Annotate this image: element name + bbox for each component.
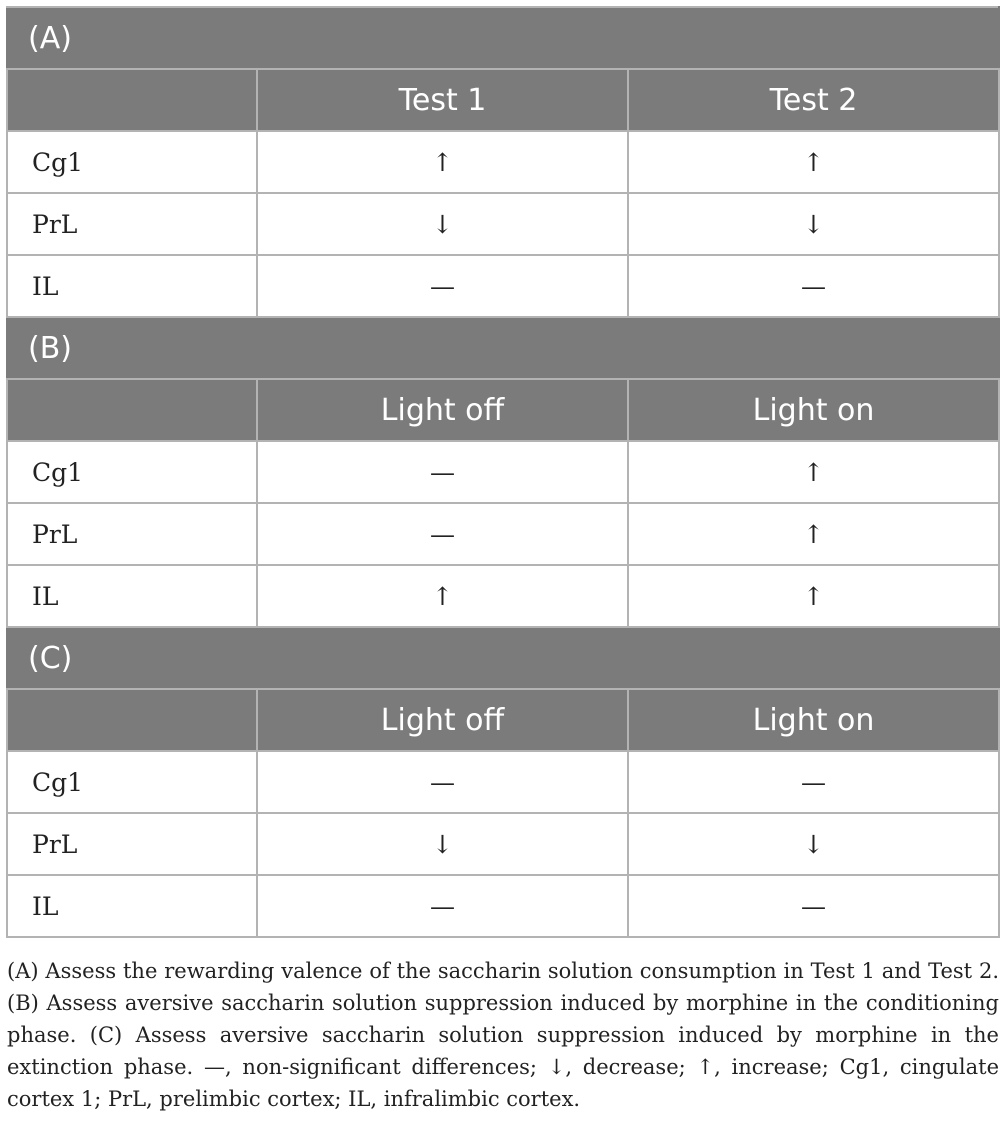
result-cell: ↑ xyxy=(628,503,999,565)
section-label: (C) xyxy=(7,627,999,689)
result-cell: — xyxy=(257,751,628,813)
table-footnote: (A) Assess the rewarding valence of the saccharin solution consumption in Test 1 and Test 2. (B) Assess aversive saccharin solution suppression induced by morphine in the conditioning phase. (C) Assess aversive saccharin solution suppression induced by morphine in the extinction phase. —, non-significant differences; ↓, decrease; ↑, increase; Cg1, cingulate cortex 1; PrL, prelimbic cortex; IL, infralimbic cortex. xyxy=(7,959,999,1111)
column-header: Light off xyxy=(257,379,628,441)
region-label: IL xyxy=(7,255,257,317)
table-row xyxy=(7,503,999,565)
result-cell: ↑ xyxy=(628,131,999,193)
column-header: Light on xyxy=(628,689,999,751)
table-row xyxy=(7,193,999,255)
column-header-row xyxy=(7,69,999,131)
region-label: PrL xyxy=(7,813,257,875)
section-header-b xyxy=(7,317,999,379)
region-label: IL xyxy=(7,875,257,937)
column-header: Light off xyxy=(257,689,628,751)
table-row xyxy=(7,441,999,503)
region-label: PrL xyxy=(7,503,257,565)
column-header-row xyxy=(7,379,999,441)
result-cell: ↑ xyxy=(257,565,628,627)
section-label: (B) xyxy=(7,317,999,379)
table-row xyxy=(7,813,999,875)
result-cell: — xyxy=(257,255,628,317)
result-cell: — xyxy=(257,875,628,937)
column-header: Light on xyxy=(628,379,999,441)
result-cell: ↓ xyxy=(257,813,628,875)
section-header-a xyxy=(7,7,999,69)
region-label: PrL xyxy=(7,193,257,255)
region-label: IL xyxy=(7,565,257,627)
empty-header-cell xyxy=(7,689,257,751)
result-cell: — xyxy=(628,875,999,937)
region-label: Cg1 xyxy=(7,131,257,193)
result-cell: ↓ xyxy=(257,193,628,255)
column-header: Test 2 xyxy=(628,69,999,131)
table-row xyxy=(7,875,999,937)
table-row xyxy=(7,751,999,813)
result-cell: ↓ xyxy=(628,813,999,875)
result-cell: — xyxy=(628,751,999,813)
empty-header-cell xyxy=(7,379,257,441)
region-label: Cg1 xyxy=(7,441,257,503)
column-header: Test 1 xyxy=(257,69,628,131)
region-label: Cg1 xyxy=(7,751,257,813)
section-label: (A) xyxy=(7,7,999,69)
result-cell: — xyxy=(257,441,628,503)
result-cell: ↓ xyxy=(628,193,999,255)
table-row xyxy=(7,565,999,627)
table-row xyxy=(7,131,999,193)
section-header-c xyxy=(7,627,999,689)
result-cell: ↑ xyxy=(257,131,628,193)
column-header-row xyxy=(7,689,999,751)
empty-header-cell xyxy=(7,69,257,131)
table-row xyxy=(7,255,999,317)
result-cell: ↑ xyxy=(628,441,999,503)
result-cell: ↑ xyxy=(628,565,999,627)
result-cell: — xyxy=(257,503,628,565)
results-table xyxy=(6,6,1000,938)
result-cell: — xyxy=(628,255,999,317)
